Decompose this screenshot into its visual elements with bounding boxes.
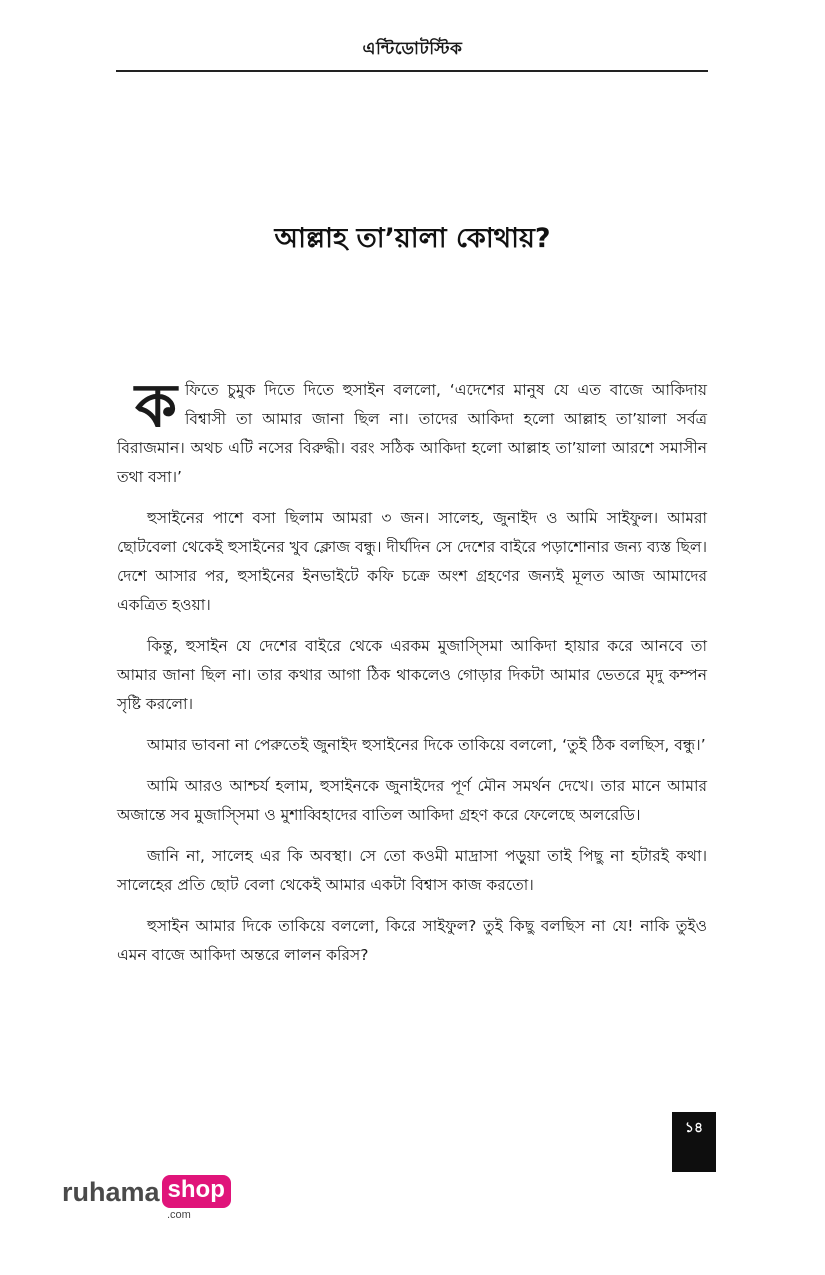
- watermark-logo: [62, 1175, 231, 1221]
- page-number-tab: [672, 1112, 716, 1172]
- running-header: এন্টিডোটস্টিক: [362, 39, 463, 59]
- paragraph-1-text: ফিতে চুমুক দিতে দিতে হুসাইন বললো, ‘এদেশের মানুষ যে এত বাজে আকিদায় বিশ্বাসী তা আমার জানা ছিল না। তাদের আকিদা হলো আল্লাহ তা’য়ালা সর্বত্র বিরাজমান। অথচ এটি নসের বিরুদ্ধী। বরং সঠিক আকিদা হলো আল্লাহ তা’য়ালা আরশে সমাসীন তথা বসা।’: [117, 381, 707, 486]
- paragraph-5: আমি আরও আশ্চর্য হলাম, হুসাইনকে জুনাইদের পূর্ণ মৌন সমর্থন দেখে। তার মানে আমার অজান্তে সব মুজাস্সিমা ও মুশাব্বিহাদের বাতিল আকিদা গ্রহণ করে ফেলেছে অলরেডি।: [117, 777, 707, 824]
- page-number: ১৪: [684, 1120, 704, 1136]
- paragraph-6: জানি না, সালেহ এর কি অবস্থা। সে তো কওমী মাদ্রাসা পড়ুয়া তাই পিছু না হটারই কথা। সালেহের প্রতি ছোট বেলা থেকেই আমার একটা বিশ্বাস কাজ করতো।: [117, 847, 707, 894]
- paragraph-2: হুসাইনের পাশে বসা ছিলাম আমরা ৩ জন। সালেহ, জুনাইদ ও আমি সাইফুল। আমরা ছোটবেলা থেকেই হুসাইনের খুব ক্লোজ বন্ধু। দীর্ঘদিন সে দেশের বাইরে পড়াশোনার জন্য ব্যস্ত ছিল। দেশে আসার পর, হুসাইনের ইনভাইটে কফি চক্রে অংশ গ্রহণের জন্যই মূলত আজ আমাদের একত্রিত হওয়া।: [117, 509, 707, 614]
- paragraph-4: আমার ভাবনা না পেরুতেই জুনাইদ হুসাইনের দিকে তাকিয়ে বললো, ‘তুই ঠিক বলছিস, বন্ধু।’: [147, 736, 706, 754]
- watermark-text: ruhama: [62, 1177, 160, 1207]
- body-text: [117, 371, 707, 982]
- paragraph-3: কিন্তু, হুসাইন যে দেশের বাইরে থেকে এরকম মুজাস্সিমা আকিদা হায়ার করে আনবে তা আমার জানা ছিল না। তার কথার আগা ঠিক থাকলেও গোড়ার দিকটা আমার ভেতরে মৃদু কম্পন সৃষ্টি করলো।: [117, 637, 707, 713]
- watermark-domain: .com: [167, 1209, 191, 1221]
- paragraph-1: [117, 371, 707, 492]
- header-divider: [116, 70, 708, 72]
- drop-cap: ক: [135, 371, 177, 441]
- paragraph-7: হুসাইন আমার দিকে তাকিয়ে বললো, কিরে সাইফুল? তুই কিছু বলছিস না যে! নাকি তুইও এমন বাজে আকিদা অন্তরে লালন করিস?: [117, 917, 707, 964]
- chapter-title: আল্লাহ তা’য়ালা কোথায়?: [274, 223, 551, 254]
- watermark-shop-box: shop: [162, 1175, 231, 1208]
